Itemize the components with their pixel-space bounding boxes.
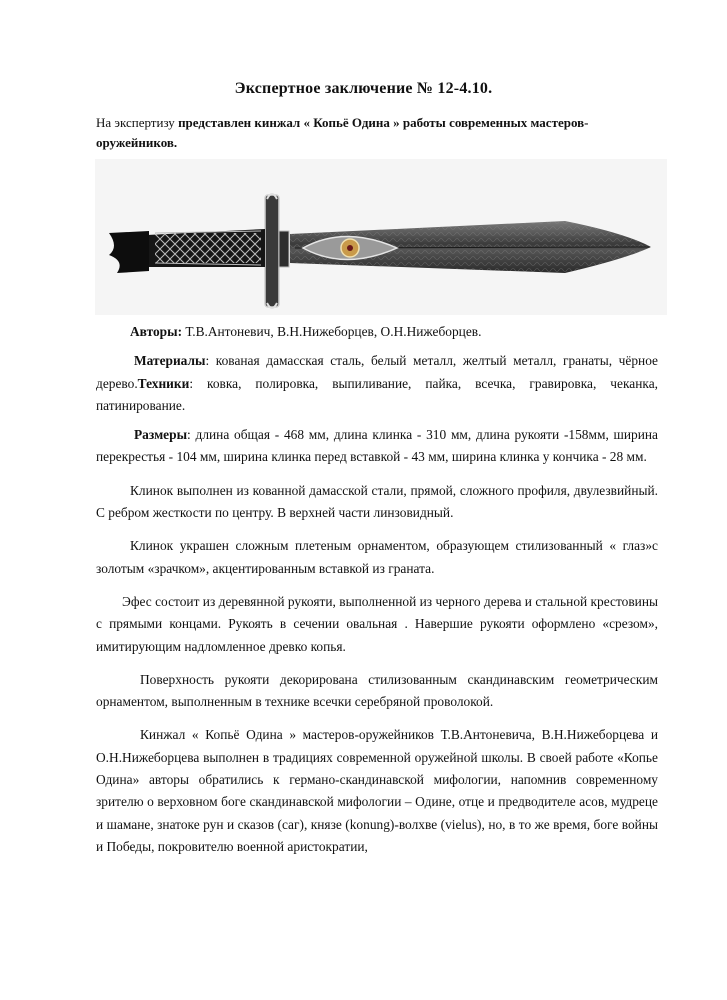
dagger-photo xyxy=(95,159,667,315)
dimensions-label: Размеры xyxy=(134,427,188,443)
handle-surface-paragraph: Поверхность рукояти декорирована стилизованным скандинавским геометрическим орнаментом, выполненным в технике всечки серебряной проволокой. xyxy=(96,671,658,710)
hilt-paragraph: Эфес состоит из деревянной рукояти, выполненной из черного дерева и стальной крестовины с прямыми концами. Рукоять в сечении овальная . Навершие рукояти оформлено «срезом», имитирующим надломленное древко копья. xyxy=(96,593,658,654)
authors-line xyxy=(96,321,658,343)
dimensions-value: : длина общая - 468 мм, длина клинка - 310 мм, длина рукояти -158мм, ширина перекрестья - 104 мм, ширина клинка перед вставкой - 43 мм, ширина клинка у кончика - 28 мм. xyxy=(96,427,658,465)
document-body xyxy=(96,321,658,858)
intro-paragraph xyxy=(96,113,636,153)
techniques-label: Техники xyxy=(137,375,190,391)
authors-label: Авторы: xyxy=(130,324,183,339)
dagger-illustration xyxy=(95,159,667,315)
intro-prefix: На экспертизу xyxy=(96,115,179,130)
dimensions-paragraph xyxy=(96,424,658,469)
materials-techniques-paragraph xyxy=(96,350,658,417)
techniques-value: : ковка, полировка, выпиливание, пайка, всечка, гравировка, чеканка, патинирование. xyxy=(96,375,658,413)
blade-description-paragraph: Клинок выполнен из кованной дамасской стали, прямой, сложного профиля, двулезвийный. С ребром жесткости по центру. В верхней части линзовидный. xyxy=(96,482,658,521)
blade-ornament-paragraph: Клинок украшен сложным плетеным орнаментом, образующем стилизованный « глаз»с золотым «зрачком», акцентированным вставкой из граната. xyxy=(96,538,658,576)
materials-label: Материалы xyxy=(134,353,206,369)
mythology-paragraph: Кинжал « Копьё Одина » мастеров-оружейников Т.В.Антоневича, В.Н.Нижеборцева и О.Н.Нижеборцева выполнен в традициях современной оружейной школы. В своей работе «Копье Одина» авторы обратились к германо-скандинавской мифологии, напомнив современному зрителю о верховном боге скандинавской мифологии – Одине, отце и предводителе асов, мудреце и шамане, знатоке рун и сказов (саг), князе (konung)-волхве (vielus), но, в то же время, боге войны и Победы, покровителю военной аристократии, xyxy=(96,727,658,854)
intro-bold-text: представлен кинжал « Копьё Одина » работы современных мастеров-оружейников. xyxy=(96,115,589,150)
authors-value: Т.В.Антоневич, В.Н.Нижеборцев, О.Н.Нижеборцев. xyxy=(182,324,482,339)
document-title: Экспертное заключение № 12-4.10. xyxy=(234,80,493,97)
materials-value: : кованая дамасская сталь, белый металл, желтый металл, гранаты, чёрное дерево. xyxy=(96,353,658,391)
